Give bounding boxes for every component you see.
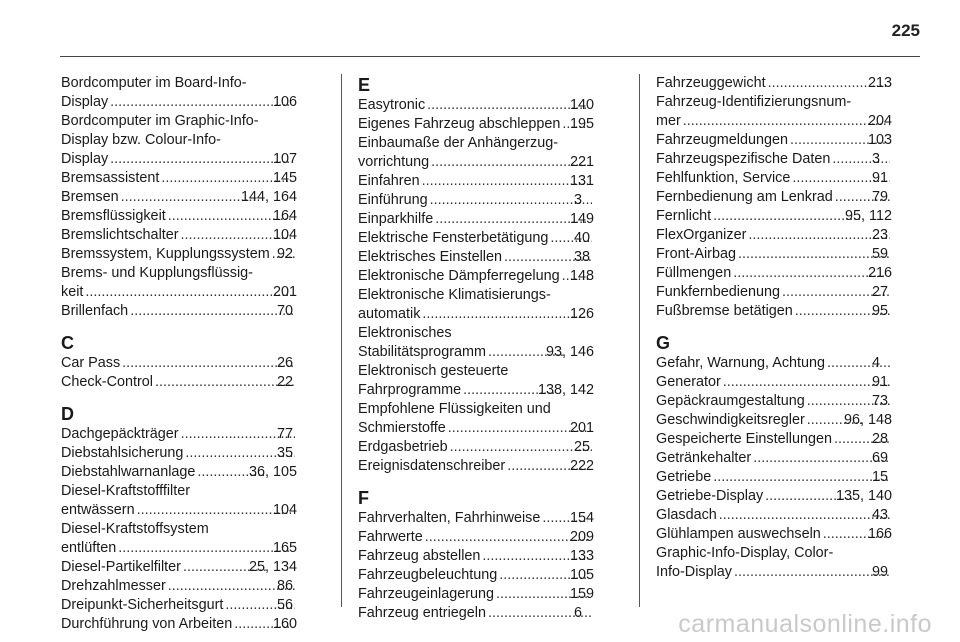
index-entry-term-line: Elektronisches xyxy=(358,325,452,341)
index-entry-pages: 149 xyxy=(569,211,594,227)
index-entry-term: Getränkehalter xyxy=(656,450,752,466)
index-entry-line: Check-Control ..... 22 xyxy=(81,373,297,392)
index-entry xyxy=(61,74,297,112)
dot-leader xyxy=(118,539,291,558)
dot-leader xyxy=(137,501,291,520)
index-entry xyxy=(358,547,594,566)
index-entry-term: Fernlicht xyxy=(656,208,712,224)
index-entry-pages: 131 xyxy=(569,173,594,189)
index-entry-line: Brillenfach ..... 70 xyxy=(81,302,297,321)
index-entry-line: Elektrisches Einstellen ..... 38 xyxy=(378,248,594,267)
index-entry xyxy=(358,115,594,134)
index-entry-term: Generator xyxy=(656,374,721,390)
index-entry xyxy=(656,150,892,169)
index-entry-term: Geschwindigkeitsregler xyxy=(656,412,805,428)
index-entry-pages: 96, 148 xyxy=(843,412,892,428)
index-entry xyxy=(358,210,594,229)
index-entry xyxy=(358,509,594,528)
index-entry xyxy=(61,520,297,558)
index-entry-term: Bremsassistent xyxy=(61,170,160,186)
index-entry-line xyxy=(656,207,892,226)
index-entry xyxy=(656,354,892,373)
index-entry xyxy=(61,188,297,207)
index-entry xyxy=(656,283,892,302)
index-entry-line: Erdgasbetrieb ..... 25 xyxy=(378,438,594,457)
index-entry xyxy=(358,172,594,191)
index-entry-pages: 25, 134 xyxy=(248,559,297,575)
index-entry-line: Generator ..... 91 xyxy=(676,373,892,392)
index-entry-term: Fahrzeugspezifische Daten xyxy=(656,151,831,167)
watermark: carmanualsonline.info xyxy=(678,610,932,638)
index-entry xyxy=(358,457,594,476)
index-entry-pages: 221 xyxy=(569,154,594,170)
index-entry-line xyxy=(358,457,594,476)
index-entry-line xyxy=(358,419,594,438)
index-entry-line: Getränkehalter ..... 69 xyxy=(676,449,892,468)
index-entry xyxy=(656,525,892,544)
index-entry-term: Diebstahlwarnanlage xyxy=(61,464,196,480)
index-entry-term-line: Bordcomputer im Board-Info- xyxy=(61,75,247,91)
index-entry-pages: 216 xyxy=(867,265,892,281)
dot-leader xyxy=(713,207,863,226)
index-entry xyxy=(656,487,892,506)
index-entry-pages: 126 xyxy=(569,306,594,322)
index-entry-term: Einführung xyxy=(358,192,428,208)
index-entry-term: Bremslichtschalter xyxy=(61,227,179,243)
index-entry-pages: 107 xyxy=(272,151,297,167)
index-entry-line: Fehlfunktion, Service ..... 91 xyxy=(676,169,892,188)
dot-leader xyxy=(753,449,890,468)
index-entry-pages: 145 xyxy=(272,170,297,186)
dot-leader xyxy=(161,169,291,188)
index-entry xyxy=(61,373,297,392)
index-entry-pages: 201 xyxy=(272,284,297,300)
index-entry-line xyxy=(358,153,594,172)
index-entry-term-line: Fahrzeug-Identifizierungsnum- xyxy=(656,94,852,110)
index-entry xyxy=(656,188,892,207)
index-entry xyxy=(656,226,892,245)
index-entry-term: mer xyxy=(656,113,681,129)
index-entry-term: Dreipunkt-Sicherheitsgurt xyxy=(61,597,224,613)
index-entry-line xyxy=(656,487,892,506)
index-entry-term: Stabilitätsprogramm xyxy=(358,344,486,360)
index-entry xyxy=(61,264,297,302)
index-entry-line xyxy=(358,210,594,229)
index-letter-heading: D xyxy=(61,404,74,424)
index-entry-line xyxy=(358,305,594,324)
index-entry-term: Brillenfach xyxy=(61,303,129,319)
index-entry-line xyxy=(358,381,594,400)
dot-leader xyxy=(122,354,295,373)
index-entry xyxy=(358,585,594,604)
index-entry xyxy=(358,362,594,400)
index-entry-term-line: Elektronisch gesteuerte xyxy=(358,363,509,379)
index-entry-line xyxy=(61,207,297,226)
dot-leader xyxy=(719,506,890,525)
index-entry xyxy=(61,444,297,463)
index-entry-line xyxy=(61,93,297,112)
index-entry-term: Ereignisdatenschreiber xyxy=(358,458,506,474)
index-entry xyxy=(61,169,297,188)
index-entry-line xyxy=(656,131,892,150)
index-entry xyxy=(61,354,297,373)
index-entry-line xyxy=(358,566,594,585)
index-entry-term: Drehzahlmesser xyxy=(61,578,166,594)
index-entry xyxy=(656,430,892,449)
index-entry-line: Info-Display ..... 99 xyxy=(676,563,892,582)
index-letter-heading: E xyxy=(358,75,371,95)
column-divider-2 xyxy=(639,74,640,607)
dot-leader xyxy=(450,438,592,457)
index-entry-term: Glühlampen auswechseln xyxy=(656,526,821,542)
index-entry-line xyxy=(61,615,297,634)
index-entry-pages: 104 xyxy=(272,502,297,518)
index-entry xyxy=(358,400,594,438)
index-entry xyxy=(358,248,594,267)
index-entry-pages: 160 xyxy=(272,616,297,632)
dot-leader xyxy=(431,153,588,172)
index-entry-line xyxy=(358,343,594,362)
index-entry-term: Fahrzeuggewicht xyxy=(656,75,766,91)
index-entry-term: Diebstahlsicherung xyxy=(61,445,184,461)
dot-leader xyxy=(427,96,588,115)
index-entry xyxy=(358,604,594,623)
dot-leader xyxy=(422,172,588,191)
dot-leader xyxy=(723,373,890,392)
index-entry-pages: 95, 112 xyxy=(845,208,892,224)
dot-leader xyxy=(435,210,588,229)
index-entry-line: Fahrzeug entriegeln ..... 6 xyxy=(378,604,594,623)
page-number: 225 xyxy=(891,21,920,40)
index-entry xyxy=(61,577,297,596)
index-entry-line xyxy=(61,169,297,188)
index-entry xyxy=(358,96,594,115)
index-entry-line: Getriebe ..... 15 xyxy=(676,468,892,487)
dot-leader xyxy=(155,373,295,392)
index-entry-term: Fahrzeugmeldungen xyxy=(656,132,789,148)
index-entry-term: Elektronische Dämpferregelung xyxy=(358,268,560,284)
index-entry-line xyxy=(358,547,594,566)
index-entry-term: Fehlfunktion, Service xyxy=(656,170,791,186)
index-entry-term: Glasdach xyxy=(656,507,717,523)
index-entry-term: Bremsflüssigkeit xyxy=(61,208,166,224)
index-entry-pages: 135, 140 xyxy=(835,488,892,504)
index-entry-term: Gespeicherte Einstellungen xyxy=(656,431,832,447)
index-entry-term: Display xyxy=(61,94,109,110)
index-entry-line xyxy=(61,463,297,482)
index-entry xyxy=(61,207,297,226)
index-entry xyxy=(358,191,594,210)
index-entry xyxy=(61,482,297,520)
index-entry-pages: 159 xyxy=(569,586,594,602)
index-entry-term: Bremsen xyxy=(61,189,119,205)
index-entry-line: Fußbremse betätigen ..... 95 xyxy=(676,302,892,321)
index-entry-term-line: Diesel-Kraftstofffilter xyxy=(61,483,191,499)
index-entry-line: Gespeicherte Einstellungen ..... 28 xyxy=(676,430,892,449)
dot-leader xyxy=(130,302,295,321)
index-entry-line xyxy=(358,115,594,134)
index-entry xyxy=(656,207,892,226)
index-entry-line: Fahrzeugspezifische Daten ..... 3 xyxy=(676,150,892,169)
dot-leader xyxy=(448,419,588,438)
index-entry xyxy=(656,392,892,411)
index-entry xyxy=(358,229,594,248)
index-entry-line xyxy=(656,411,892,430)
index-entry-line xyxy=(61,188,297,207)
index-entry-term: Funkfernbedienung xyxy=(656,284,781,300)
index-entry-line: Elektrische Fensterbetätigung ..... 40 xyxy=(378,229,594,248)
index-entry xyxy=(656,411,892,430)
index-entry-pages: 154 xyxy=(569,510,594,526)
dot-leader xyxy=(110,150,291,169)
index-entry xyxy=(61,226,297,245)
index-entry xyxy=(656,506,892,525)
index-entry-pages: 209 xyxy=(569,529,594,545)
index-entry-term-line: Elektronische Klimatisierungs- xyxy=(358,287,551,303)
index-entry xyxy=(61,558,297,577)
index-entry-line xyxy=(61,539,297,558)
dot-leader xyxy=(425,528,588,547)
index-entry-term: Easytronic xyxy=(358,97,426,113)
index-entry-pages: 166 xyxy=(867,526,892,542)
index-entry-term-line: Graphic-Info-Display, Color- xyxy=(656,545,834,561)
index-entry-line: Gefahr, Warnung, Achtung ..... 4 xyxy=(676,354,892,373)
index-entry xyxy=(358,438,594,457)
dot-leader xyxy=(422,305,588,324)
index-entry-term: Füllmengen xyxy=(656,265,732,281)
index-entry xyxy=(656,74,892,93)
index-entry-line xyxy=(358,585,594,604)
dot-leader xyxy=(827,354,890,373)
index-entry-line xyxy=(656,74,892,93)
index-entry-line xyxy=(358,528,594,547)
index-entry-line xyxy=(656,264,892,283)
index-entry xyxy=(358,134,594,172)
index-entry-term: Car Pass xyxy=(61,355,121,371)
index-entry-term: Diesel-Partikelfilter xyxy=(61,559,181,575)
index-entry-line xyxy=(656,112,892,131)
index-entry-line: Gepäckraumgestaltung ..... 73 xyxy=(676,392,892,411)
index-entry-line: Car Pass ..... 26 xyxy=(81,354,297,373)
index-entry-pages: 93, 146 xyxy=(545,344,594,360)
index-entry-line xyxy=(61,558,297,577)
index-entry xyxy=(358,267,594,286)
index-entry-pages: 201 xyxy=(569,420,594,436)
index-entry-term: Elektrische Fensterbetätigung xyxy=(358,230,549,246)
index-entry-line xyxy=(358,509,594,528)
index-entry-line: FlexOrganizer ..... 23 xyxy=(676,226,892,245)
index-entry-term: Getriebe-Display xyxy=(656,488,764,504)
index-entry-term: Display xyxy=(61,151,109,167)
index-entry-term: entwässern xyxy=(61,502,135,518)
index-entry-term: automatik xyxy=(358,306,421,322)
index-entry-line: Bremssystem, Kupplungssystem ..... 92 xyxy=(81,245,297,264)
dot-leader xyxy=(733,264,886,283)
index-entry-term: Durchführung von Arbeiten xyxy=(61,616,233,632)
index-entry xyxy=(656,302,892,321)
index-entry xyxy=(358,566,594,585)
index-entry-term: vorrichtung xyxy=(358,154,430,170)
index-entry xyxy=(358,528,594,547)
index-entry-pages: 222 xyxy=(569,458,594,474)
index-entry-pages: 133 xyxy=(569,548,594,564)
index-entry-line xyxy=(61,501,297,520)
index-entry-pages: 164 xyxy=(272,208,297,224)
index-column-1 xyxy=(61,74,297,634)
index-entry-term: keit xyxy=(61,284,84,300)
index-entry-term: Fahrprogramme xyxy=(358,382,462,398)
index-entry-line xyxy=(61,150,297,169)
index-entry xyxy=(656,245,892,264)
column-divider-1 xyxy=(341,74,342,607)
index-entry-pages: 138, 142 xyxy=(537,382,594,398)
index-entry-pages: 106 xyxy=(272,94,297,110)
dot-leader xyxy=(168,577,295,596)
index-entry-pages: 103 xyxy=(867,132,892,148)
index-entry-term: Fernbedienung am Lenkrad xyxy=(656,189,833,205)
index-entry-pages: 165 xyxy=(272,540,297,556)
index-entry-term: Eigenes Fahrzeug abschleppen xyxy=(358,116,561,132)
index-entry-line: Dachgepäckträger ..... 77 xyxy=(81,425,297,444)
dot-leader xyxy=(748,226,890,245)
index-entry xyxy=(61,615,297,634)
dot-leader xyxy=(713,468,890,487)
header-rule xyxy=(60,56,920,57)
index-entry-term: Gefahr, Warnung, Achtung xyxy=(656,355,826,371)
index-column-2 xyxy=(358,74,594,623)
index-entry-line: Front-Airbag ..... 59 xyxy=(676,245,892,264)
index-entry-pages: 213 xyxy=(867,75,892,91)
index-letter-heading: G xyxy=(656,333,671,353)
index-entry xyxy=(61,596,297,615)
index-entry-term: entlüften xyxy=(61,540,117,556)
index-entry-term: FlexOrganizer xyxy=(656,227,747,243)
index-entry-line: Fernbedienung am Lenkrad ..... 79 xyxy=(676,188,892,207)
index-entry-term-line: Display bzw. Colour-Info- xyxy=(61,132,221,148)
index-entry-term: Fahrwerte xyxy=(358,529,423,545)
index-letter-heading: C xyxy=(61,333,74,353)
index-entry-term: Fahrzeug entriegeln xyxy=(358,605,486,621)
index-entry xyxy=(358,286,594,324)
index-entry-term: Fußbremse betätigen xyxy=(656,303,793,319)
index-entry-pages: 105 xyxy=(569,567,594,583)
index-entry-term: Dachgepäckträger xyxy=(61,426,179,442)
dot-leader xyxy=(121,188,259,207)
index-entry-term: Info-Display xyxy=(656,564,732,580)
index-letter-heading: F xyxy=(358,488,369,508)
dot-leader xyxy=(734,563,890,582)
dot-leader xyxy=(832,150,890,169)
index-entry-term: Front-Airbag xyxy=(656,246,736,262)
index-entry-term-line: Bordcomputer im Graphic-Info- xyxy=(61,113,259,129)
index-entry-term: Bremssystem, Kupplungssystem xyxy=(61,246,270,262)
index-entry xyxy=(358,324,594,362)
index-entry xyxy=(61,425,297,444)
dot-leader xyxy=(85,283,291,302)
index-entry-term: Fahrzeug abstellen xyxy=(358,548,481,564)
index-entry-pages: 36, 105 xyxy=(248,464,297,480)
index-entry-line: Funkfernbedienung ..... 27 xyxy=(676,283,892,302)
index-entry-pages: 140 xyxy=(569,97,594,113)
index-entry xyxy=(656,93,892,131)
index-entry-term-line: Empfohlene Flüssigkeiten und xyxy=(358,401,551,417)
index-entry-line: Drehzahlmesser ..... 86 xyxy=(81,577,297,596)
index-entry xyxy=(61,245,297,264)
index-entry-line: Glasdach ..... 43 xyxy=(676,506,892,525)
index-entry-term-line: Einbaumaße der Anhängerzug- xyxy=(358,135,558,151)
index-entry-line: Einführung ..... 3 xyxy=(378,191,594,210)
index-entry-pages: 144, 164 xyxy=(240,189,297,205)
index-entry xyxy=(656,468,892,487)
index-entry xyxy=(656,169,892,188)
index-column-3 xyxy=(656,74,892,582)
index-entry-line: Dreipunkt-Sicherheitsgurt ..... 56 xyxy=(81,596,297,615)
index-entry-pages: 204 xyxy=(867,113,892,129)
dot-leader xyxy=(110,93,291,112)
index-entry xyxy=(656,449,892,468)
index-entry-term-line: Brems- und Kupplungsflüssig- xyxy=(61,265,253,281)
index-entry-term: Einparkhilfe xyxy=(358,211,434,227)
index-entry-line xyxy=(61,283,297,302)
index-entry-term: Einfahren xyxy=(358,173,420,189)
index-entry xyxy=(61,112,297,169)
index-entry xyxy=(656,544,892,582)
index-entry-pages: 148 xyxy=(569,268,594,284)
index-entry xyxy=(61,302,297,321)
index-entry-term: Fahrverhalten, Fahrhinweise xyxy=(358,510,541,526)
index-entry-pages: 195 xyxy=(569,116,594,132)
index-entry-term: Erdgasbetrieb xyxy=(358,439,448,455)
index-entry-term: Gepäckraumgestaltung xyxy=(656,393,805,409)
index-entry xyxy=(656,373,892,392)
index-entry-term: Schmierstoffe xyxy=(358,420,446,436)
index-entry-term: Fahrzeugbeleuchtung xyxy=(358,567,498,583)
index-entry-line xyxy=(358,267,594,286)
dot-leader xyxy=(683,112,886,131)
index-entry-term: Fahrzeugeinlagerung xyxy=(358,586,495,602)
index-entry xyxy=(61,463,297,482)
index-entry-line xyxy=(358,96,594,115)
index-entry-line: Diebstahlsicherung ..... 35 xyxy=(81,444,297,463)
index-entry-line xyxy=(61,226,297,245)
index-entry-term: Elektrisches Einstellen xyxy=(358,249,502,265)
index-entry-pages: 104 xyxy=(272,227,297,243)
index-entry-term: Getriebe xyxy=(656,469,712,485)
index-entry xyxy=(656,264,892,283)
dot-leader xyxy=(430,191,592,210)
index-entry-line xyxy=(358,172,594,191)
index-entry-line xyxy=(656,525,892,544)
index-entry xyxy=(656,131,892,150)
index-entry-term: Check-Control xyxy=(61,374,153,390)
index-entry-term-line: Diesel-Kraftstoffsystem xyxy=(61,521,209,537)
dot-leader xyxy=(738,245,890,264)
